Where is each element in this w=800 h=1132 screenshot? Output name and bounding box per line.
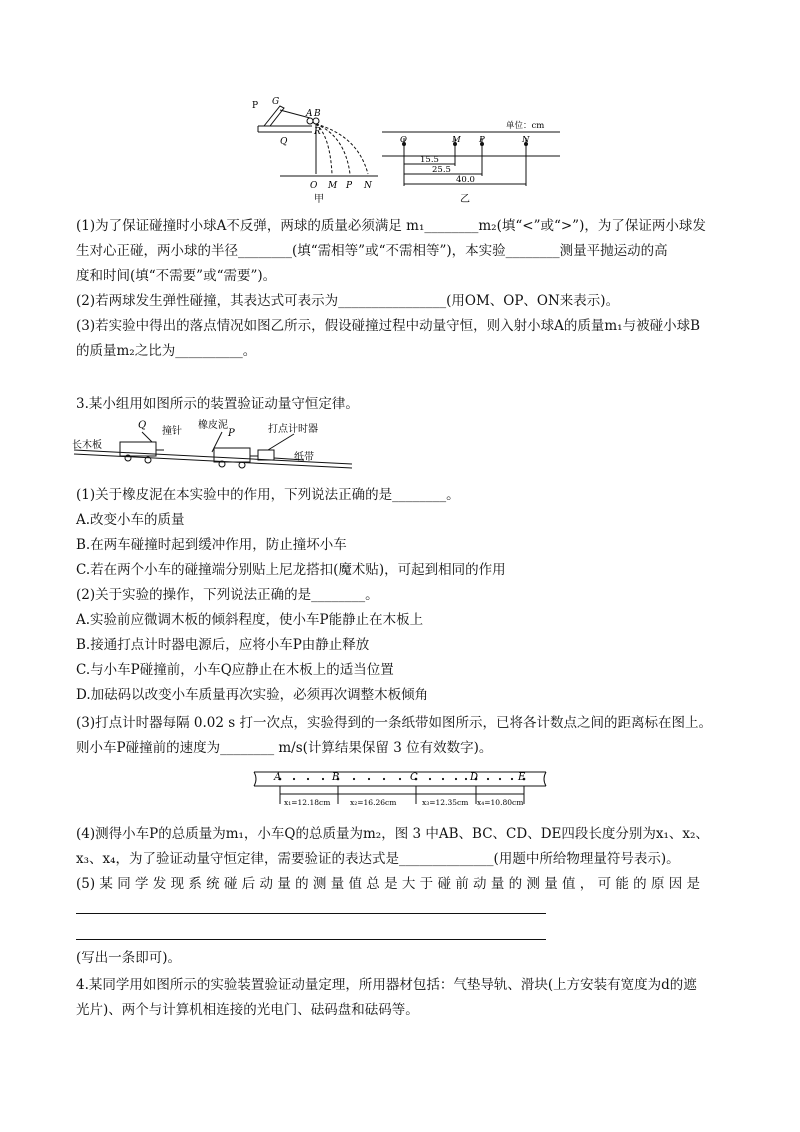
cart-q-label: Q [138,420,147,431]
q2-line5: (3)若实验中得出的落点情况如图乙所示，假设碰撞过程中动量守恒，则入射小球A的质量m₁与被碰小球B [76,318,701,334]
ruler-p: P [479,135,485,145]
timer-label: 打点计时器 [268,424,318,435]
label-q: Q [280,137,288,147]
unit-label: 单位：cm [506,121,545,131]
label-r: R [314,127,321,137]
figure-carts [72,416,362,472]
label-p2: P [346,181,353,191]
figure-jia [250,96,380,206]
tape-label: 纸带 [294,452,314,463]
label-p: P [252,101,259,111]
label-g: G [272,97,280,107]
dist-op: 25.5 [432,165,451,175]
q3-s3b: 则小车P碰撞前的速度为________ m/s(计算结果保留 3 位有效数字)。 [76,740,493,756]
q3-s2b: B.接通打点计时器电源后，应将小车P由静止释放 [76,637,370,653]
q3-s5c: (写出一条即可)。 [76,950,182,966]
pin-label: 撞针 [162,426,182,437]
figure-tape [250,768,550,810]
dist-om: 15.5 [420,155,439,165]
answer-line-2[interactable] [76,939,546,940]
q3-title: 3.某小组用如图所示的装置验证动量守恒定律。 [76,396,359,412]
tape-c: C [410,772,418,783]
q3-s2: (2)关于实验的操作，下列说法正确的是________。 [76,587,379,603]
caption-jia: 甲 [314,194,324,205]
q2-line6: 的质量m₂之比为__________。 [76,343,257,359]
ruler-n: N [522,135,530,145]
q3-s2a: A.实验前应微调木板的倾斜程度，使小车P能静止在木板上 [76,612,424,628]
label-a: A [306,109,313,119]
q3-s1: (1)关于橡皮泥在本实验中的作用，下列说法正确的是________。 [76,487,460,503]
q2-line3: 度和时间(填“不需要”或“需要”)。 [76,268,277,284]
q2-line4: (2)若两球发生弹性碰撞，其表达式可表示为________________(用OM、OP、ON来表示)。 [76,293,620,309]
q3-s1a: A.改变小车的质量 [76,512,185,528]
q3-s5: (5) 某 同 学 发 现 系 统 碰 后 动 量 的 测 量 值 总 是 大 于 碰 前 动 量 的 测 量 值 ， 可 能 的 原 因 是 [76,876,701,892]
answer-line-1[interactable] [76,913,546,914]
ruler-m: M [452,135,461,145]
tape-x4: x₄=10.80cm [477,798,524,807]
label-b: B [314,109,321,119]
tape-a: A [274,772,282,783]
dist-on: 40.0 [456,175,475,185]
caption-yi: 乙 [460,194,470,205]
tape-d: D [470,772,479,783]
ruler-o: O [400,135,407,145]
cart-p-label: P [228,428,235,439]
label-m: M [328,181,338,191]
q3-s1b: B.在两车碰撞时起到缓冲作用，防止撞坏小车 [76,537,347,553]
tape-e: E [518,772,526,783]
board-label: 长木板 [72,440,102,451]
q2-line2: 生对心正碰，两小球的半径________(填“需相等”或“不需相等”)，本实验________测量平抛运动的高 [76,243,668,259]
label-n: N [364,181,372,191]
tape-x3: x₃=12.35cm [422,798,469,807]
q3-s1c: C.若在两个小车的碰撞端分别贴上尼龙搭扣(魔术贴)，可起到相同的作用 [76,562,506,578]
q3-s4a: (4)测得小车P的总质量为m₁，小车Q的总质量为m₂，图 3 中AB、BC、CD、DE四段长度分别为x₁、x₂、 [76,826,709,842]
q4-line1: 4.某同学用如图所示的实验装置验证动量定理，所用器材包括：气垫导轨、滑块(上方安装有宽度为d的遮 [76,977,697,993]
tape-x2: x₂=16.26cm [350,798,397,807]
q4-line2: 光片)、两个与计算机相连接的光电门、砝码盘和砝码等。 [76,1002,419,1018]
label-o: O [310,181,318,191]
q2-line1: (1)为了保证碰撞时小球A不反弹，两球的质量必须满足 m₁________m₂(填“<”或“>”)，为了保证两小球发 [76,218,706,234]
q3-s2d: D.加砝码以改变小车质量再次实验，必须再次调整木板倾角 [76,687,429,703]
q3-s3a: (3)打点计时器每隔 0.02 s 打一次点，实验得到的一条纸带如图所示，已将各计数点之间的距离标在图上。 [76,715,712,731]
tape-x1: x₁=12.18cm [284,798,331,807]
clay-label: 橡皮泥 [198,420,228,431]
tape-b: B [332,772,340,783]
figure-yi [382,118,562,206]
q3-s2c: C.与小车P碰撞前，小车Q应静止在木板上的适当位置 [76,662,394,678]
q3-s4b: x₃、x₄，为了验证动量守恒定律，需要验证的表达式是______________(用题中所给物理量符号表示)。 [76,851,680,867]
